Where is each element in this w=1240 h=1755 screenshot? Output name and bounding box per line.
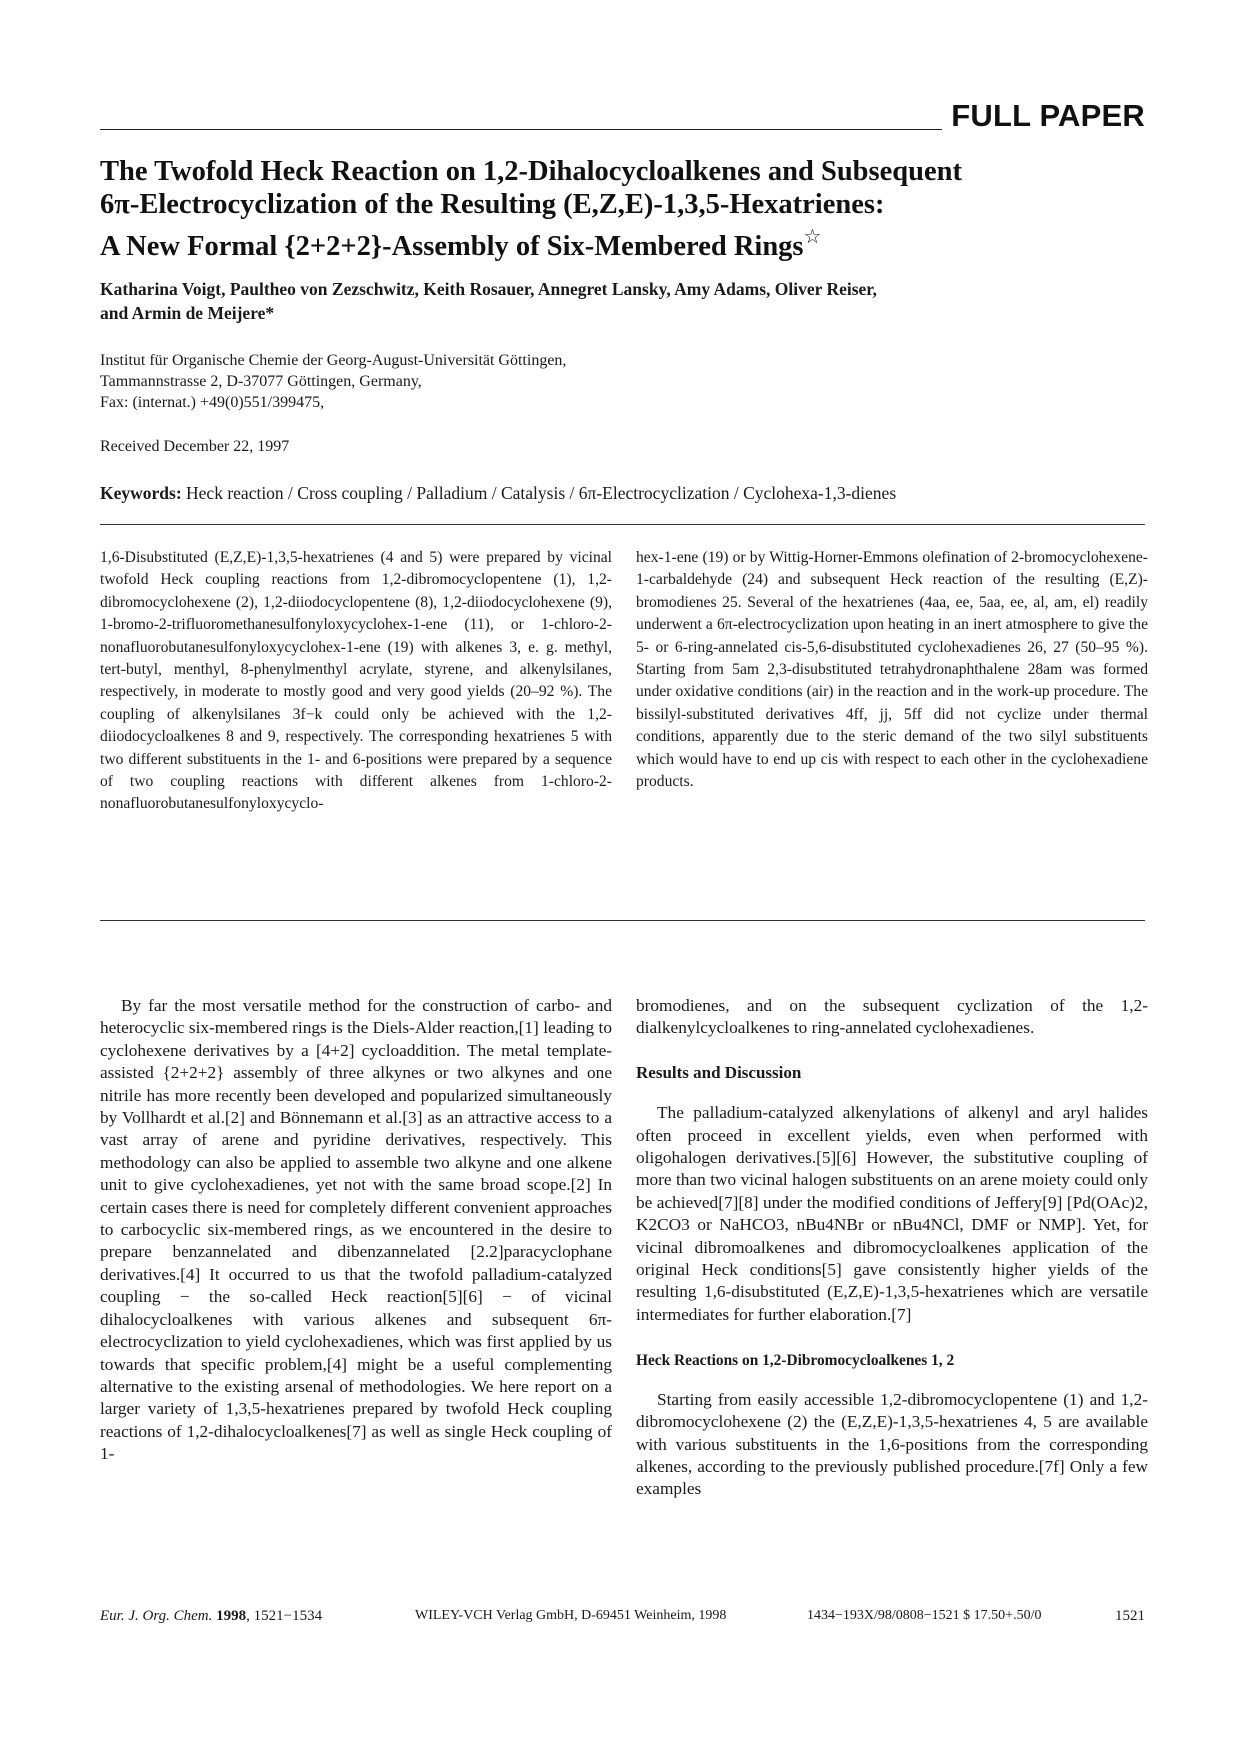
intro-paragraph: By far the most versatile method for the construction of carbo- and heterocyclic six-membered rings is the Diels-Alder reaction,[1] leading to cyclohexene derivatives by a [4+2] cycloaddition. The metal template-assisted {2+2+2} assembly of three alkynes or two alkynes and one nitrile has more recently been developed and popularized simultaneously by Vollhardt et al.[2] and Bönnemann et al.[3] as an attractive access to a vast array of arene and pyridine derivatives, respectively. This methodology can also be applied to assemble two alkyne and one alkene unit to give cyclohexadienes, yet not with the same broad scope.[2] In certain cases there is need for completely different convenient approaches to carbocyclic six-membered rings, as we encountered in the desire to prepare benzannelated and dibenzannelated [2.2]paracyclophane derivatives.[4] It occurred to us that the twofold palladium-catalyzed coupling − the so-called Heck reaction[5][6] − of vicinal dihalocycloalkenes with various alkenes and subsequent 6π-electrocyclization to yield cyclohexadienes, which was first applied by us towards that specific problem,[4] might be a useful complementing alternative to the existing arsenal of methodologies. We here report on a larger variety of 1,3,5-hexatrienes prepared by twofold Heck coupling reactions of 1,2-dihalocycloalkenes[7] as well as single Heck coupling of 1- [100, 996, 612, 1464]
keywords [100, 483, 1150, 504]
authors-line-1: Katharina Voigt, Paultheo von Zezschwitz, Keith Rosauer, Annegret Lansky, Amy Adams, Oliver Reiser, [100, 279, 877, 299]
subsection-heading-heck: Heck Reactions on 1,2-Dibromocycloalkenes 1, 2 [636, 1352, 955, 1370]
affiliation-line-3: Fax: (internat.) +49(0)551/399475, [100, 394, 325, 411]
affiliation [100, 350, 800, 413]
footer-page-number: 1521 [1115, 1608, 1145, 1624]
section-label: FULL PAPER [951, 98, 1145, 133]
received-date: Received December 22, 1997 [100, 438, 290, 455]
title-line-3-text: A New Formal {2+2+2}-Assembly of Six-Membered Rings [100, 231, 804, 262]
footer-year: 1998 [216, 1608, 247, 1624]
affiliation-line-2: Tammannstrasse 2, D-37077 Göttingen, Germany, [100, 373, 422, 390]
journal-header [100, 96, 1145, 132]
section-heading-results: Results and Discussion [636, 1062, 802, 1082]
author-list [100, 277, 1060, 325]
title-line-2: 6π-Electrocyclization of the Resulting (E,Z,E)-1,3,5-Hexatrienes: [100, 189, 885, 220]
abstract-column-left: 1,6-Disubstituted (E,Z,E)-1,3,5-hexatrienes (4 and 5) were prepared by vicinal twofold Heck coupling reactions from 1,2-dibromocyclopentene (1), 1,2-dibromocyclohexene (2), 1,2-diiodocyclopentene (8), 1,2-diiodocyclohexene (9), 1-bromo-2-trifluoromethanesulfonyloxycyclohex-1-ene (11), or 1-chloro-2-nonafluorobutanesulfonyloxycyclohex-1-ene (19) with alkenes 3, e. g. methyl, tert-butyl, menthyl, 8-phenylmenthyl acrylate, styrene, and alkenylsilanes, respectively, in moderate to mostly good and very good yields (20–92 %). The coupling of alkenylsilanes 3f−k could only be achieved with the 1,2-diiodocycloalkenes 8 and 9, respectively. The corresponding hexatrienes 5 with two different substituents in the 1- and 6-positions were prepared by a sequence of two coupling reactions with different alkenes from 1-chloro-2-nonafluorobutanesulfonyloxycyclo- [100, 549, 612, 813]
title-footnote-mark: ☆ [803, 226, 822, 248]
body-column-right [636, 995, 1148, 1501]
title-line-1: The Twofold Heck Reaction on 1,2-Dihalocycloalkenes and Subsequent [100, 156, 962, 187]
abstract-top-rule [100, 524, 1145, 525]
keywords-text: Heck reaction / Cross coupling / Palladium / Catalysis / 6π-Electrocyclization / Cyclohexa-1,3-dienes [186, 483, 897, 503]
intro-continuation: bromodienes, and on the subsequent cyclization of the 1,2-dialkenylcycloalkenes to ring-annelated cyclohexadienes. [636, 996, 1148, 1038]
body-column-left [100, 995, 612, 1466]
footer-pages: , 1521−1534 [246, 1608, 323, 1624]
abstract-column-right: hex-1-ene (19) or by Wittig-Horner-Emmons olefination of 2-bromocyclohexene-1-carbaldehyde (24) and subsequent Heck reaction of the resulting (E,Z)-bromodienes 25. Several of the hexatrienes (4aa, ee, 5aa, ee, al, am, el) readily underwent a 6π-electrocyclization upon heating in an inert atmosphere to give the 5- or 6-ring-annelated cis-5,6-disubstituted cyclohexadienes 26, 27 (50–95 %). Starting from 5am 2,3-disubstituted tetrahydronaphthalene 28am was formed under oxidative conditions (air) in the reaction and in the work-up procedure. The bissilyl-substituted derivatives 4ff, jj, 5ff did not cyclize under thermal conditions, apparently due to the steric demand of the two silyl substituents which would have to end up cis with respect to each other in the cyclohexadiene products. [636, 549, 1148, 791]
footer-publisher: WILEY-VCH Verlag GmbH, D-69451 Weinheim, 1998 [415, 1608, 727, 1623]
heck-paragraph: Starting from easily accessible 1,2-dibromocyclopentene (1) and 1,2-dibromocyclohexene (2) the (E,Z,E)-1,3,5-hexatrienes 4, 5 are available with various substituents in the 1,6-positions from the corresponding alkenes, according to the previously published procedure.[7f] Only a few examples [636, 1389, 1148, 1499]
keywords-label: Keywords: [100, 483, 182, 503]
footer-journal-name: Eur. J. Org. Chem. [100, 1608, 213, 1624]
article-title [100, 155, 1100, 263]
affiliation-line-1: Institut für Organische Chemie der Georg-August-Universität Göttingen, [100, 352, 567, 369]
authors-line-2: and Armin de Meijere* [100, 303, 275, 323]
abstract-bottom-rule [100, 920, 1145, 921]
results-paragraph: The palladium-catalyzed alkenylations of alkenyl and aryl halides often proceed in excellent yields, even when performed with oligohalogen derivatives.[5][6] However, the substitutive coupling of more than two vicinal halogen substituents on an arene moiety could only be achieved[7][8] under the modified conditions of Jeffery[9] [Pd(OAc)2, K2CO3 or NaHCO3, nBu4NBr or nBu4NCl, DMF or NMP]. Yet, for vicinal dibromoalkenes and dibromocycloalkenes application of the original Heck conditions[5] gave consistently higher yields of the resulting 1,6-disubstituted (E,Z,E)-1,3,5-hexatrienes which are versatile intermediates for further elaboration.[7] [636, 1103, 1148, 1324]
footer-citation [100, 1608, 322, 1625]
header-rule [100, 129, 942, 130]
footer-issn-code: 1434−193X/98/0808−1521 $ 17.50+.50/0 [807, 1608, 1042, 1623]
title-line-3 [100, 221, 1100, 263]
page-footer [100, 1608, 1145, 1630]
